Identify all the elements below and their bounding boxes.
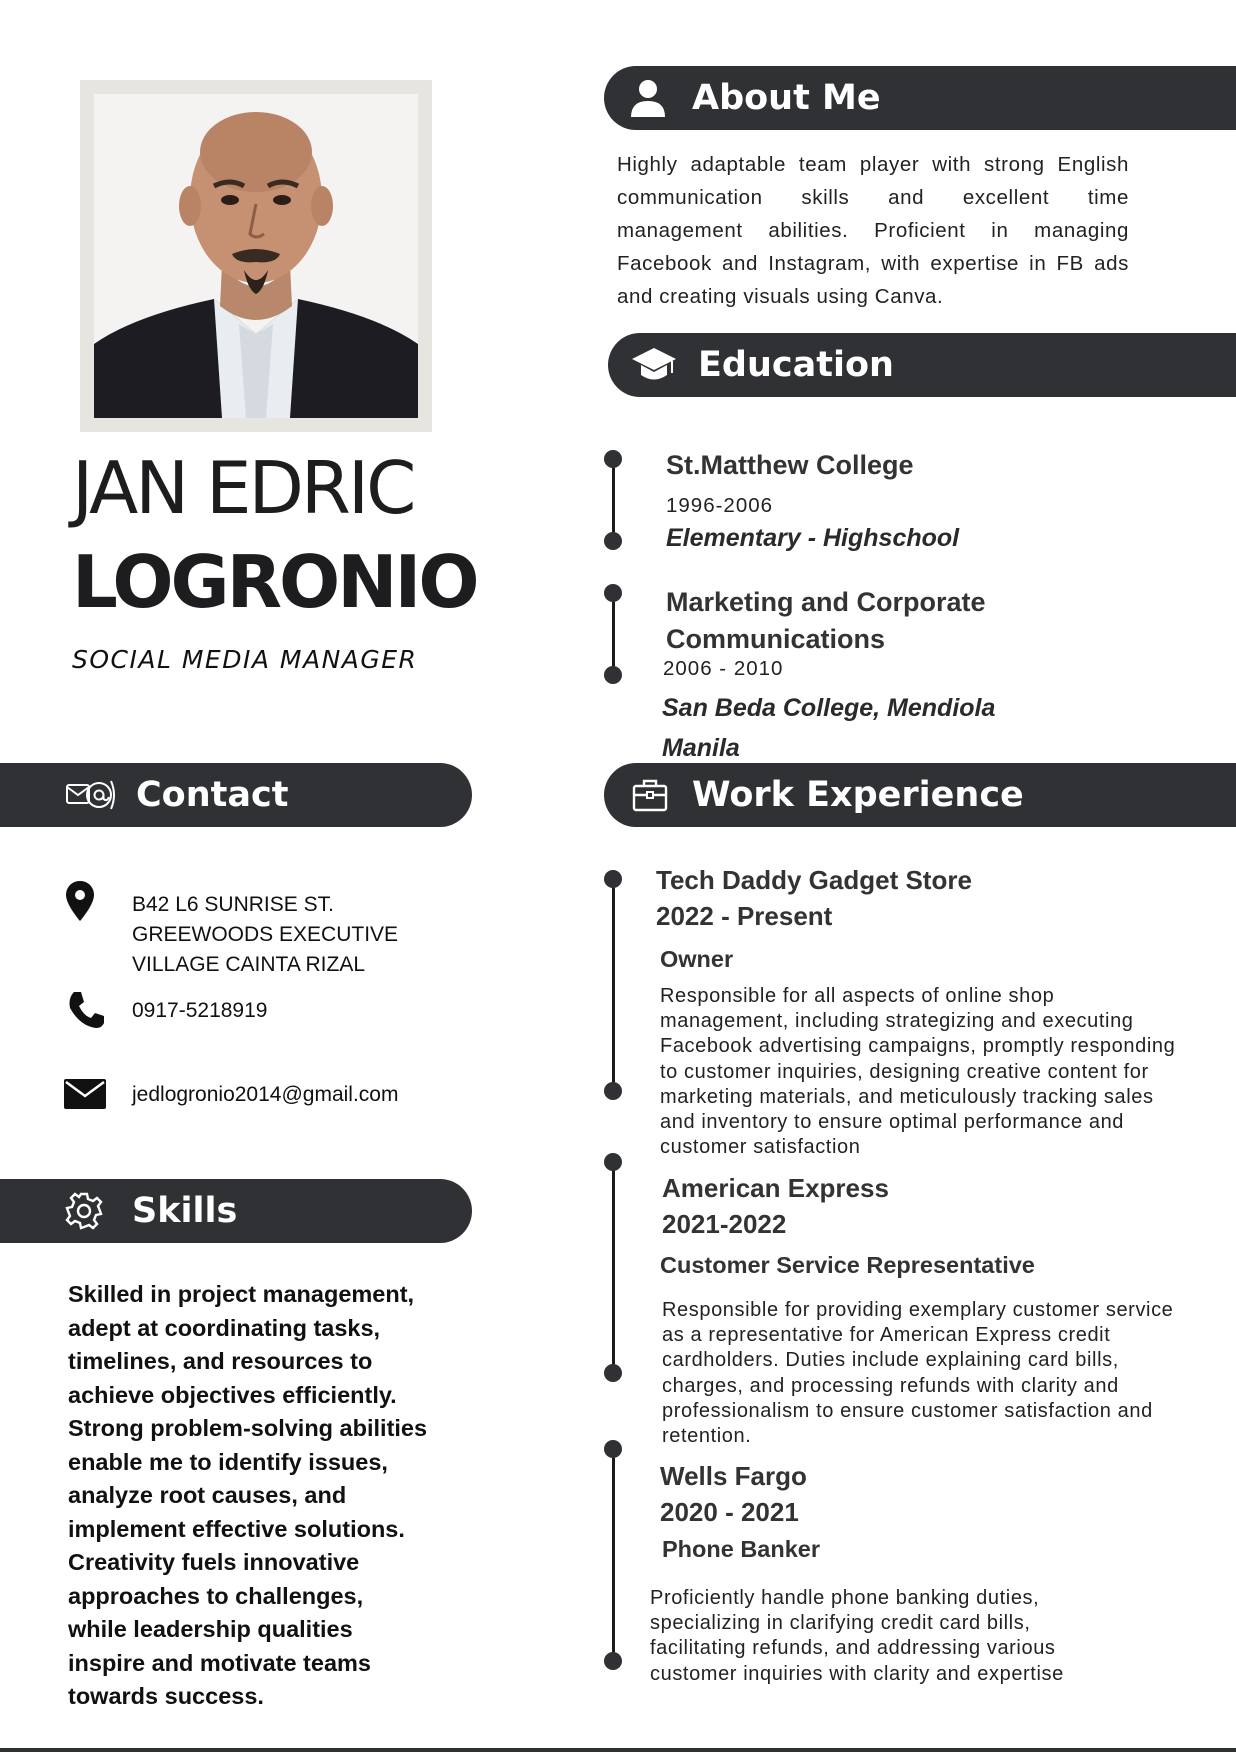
timeline-line	[612, 886, 615, 1090]
education-school-line: Communications	[666, 624, 886, 654]
education-detail	[662, 688, 995, 768]
work-description: Proficiently handle phone banking duties, specializing in clarifying credit card bills, facilitating refunds, and addressing various customer inquiries with clarity and expertise	[650, 1587, 1064, 1685]
graduation-cap-icon	[630, 346, 678, 384]
education-detail: Elementary - Highschool	[666, 524, 960, 552]
timeline-dot	[604, 1082, 622, 1100]
address-line: VILLAGE CAINTA RIZAL	[132, 953, 366, 976]
work-title: Work Experience	[692, 775, 1024, 815]
email-address[interactable]: jedlogronio2014@gmail.com	[132, 1083, 399, 1106]
address-line: GREEWOODS EXECUTIVE	[132, 923, 399, 946]
timeline-line	[612, 458, 615, 542]
work-company: American Express	[662, 1173, 889, 1203]
work-company: Wells Fargo	[660, 1461, 807, 1491]
skills-title: Skills	[132, 1191, 238, 1231]
last-name: LOGRONIO	[72, 540, 477, 624]
work-header	[604, 763, 1236, 827]
profile-photo	[94, 94, 418, 418]
timeline-dot	[604, 870, 622, 888]
envelope-icon	[64, 1078, 106, 1110]
person-icon	[626, 79, 670, 117]
timeline-line	[612, 1448, 615, 1662]
timeline-dot	[604, 450, 622, 468]
timeline-dot	[604, 1364, 622, 1382]
location-pin-icon	[64, 880, 96, 922]
education-school: St.Matthew College	[666, 450, 914, 480]
about-header	[604, 66, 1236, 130]
timeline-dot	[604, 1652, 622, 1670]
timeline-dot	[604, 532, 622, 550]
timeline-line	[612, 592, 615, 676]
work-role: Owner	[660, 946, 734, 972]
skills-text: Skilled in project management, adept at coordinating tasks, timelines, and resources to achieve objectives efficiently. Strong problem-solving abilities enable me to identify issues, analyze root causes, and implement effective solutions. Creativity fuels innovative approaches to challenges, while leadership qualities inspire and motivate teams towards success.	[68, 1281, 428, 1709]
briefcase-icon	[630, 778, 670, 812]
phone-number[interactable]: 0917-5218919	[132, 999, 268, 1022]
gear-icon	[64, 1192, 104, 1230]
work-years: 2020 - 2021	[660, 1497, 799, 1527]
footer-divider	[0, 1748, 1236, 1752]
education-school	[666, 584, 986, 658]
about-text: Highly adaptable team player with strong English communication skills and excellent time management abilities. Proficient in managing Facebook and Instagram, with expertise in FB ads and creating visuals using Canva.	[617, 153, 1129, 308]
contact-header	[0, 763, 472, 827]
address	[132, 890, 398, 980]
education-school-line: Marketing and Corporate	[666, 587, 986, 617]
skills-header	[0, 1179, 472, 1243]
address-line: B42 L6 SUNRISE ST.	[132, 893, 334, 916]
education-title: Education	[698, 345, 894, 385]
education-header	[608, 333, 1236, 397]
work-years: 2022 - Present	[656, 901, 833, 931]
work-role: Phone Banker	[662, 1536, 821, 1562]
work-company: Tech Daddy Gadget Store	[656, 865, 972, 895]
timeline-line	[612, 1160, 615, 1374]
work-description: Responsible for providing exemplary customer service as a representative for American Express credit cardholders. Duties include explaining card bills, charges, and processing refunds with clarity and professionalism to ensure customer satisfaction and retention.	[662, 1299, 1174, 1448]
timeline-dot	[604, 1440, 622, 1458]
about-title: About Me	[692, 78, 881, 118]
work-description: Responsible for all aspects of online shop management, including strategizing and executing Facebook advertising campaigns, promptly responding to customer inquiries, designing creative content for marketing materials, and meticulously tracking sales and inventory to ensure optimal performance and customer satisfaction	[660, 985, 1176, 1159]
education-detail-line: Manila	[662, 734, 740, 762]
work-years: 2021-2022	[662, 1209, 787, 1239]
first-name: JAN EDRIC	[72, 446, 414, 530]
timeline-dot	[604, 1153, 622, 1171]
contact-title: Contact	[136, 775, 289, 815]
education-years: 1996-2006	[666, 494, 774, 517]
phone-icon	[64, 990, 108, 1030]
timeline-dot	[604, 584, 622, 602]
timeline-dot	[604, 666, 622, 684]
work-role: Customer Service Representative	[660, 1252, 1035, 1278]
email-at-icon	[64, 775, 120, 815]
job-title: SOCIAL MEDIA MANAGER	[72, 645, 418, 674]
education-detail-line: San Beda College, Mendiola	[662, 694, 996, 722]
education-years: 2006 - 2010	[663, 657, 784, 680]
